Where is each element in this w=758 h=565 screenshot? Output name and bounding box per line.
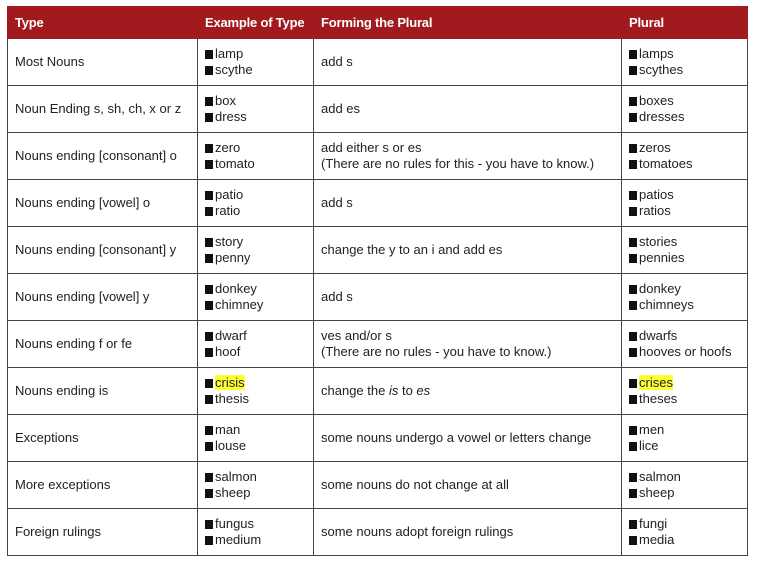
table-row: [8, 86, 748, 133]
type-cell: Nouns ending [vowel] y: [8, 274, 198, 321]
type-cell: Foreign rulings: [8, 509, 198, 556]
example-cell: story penny: [198, 227, 314, 274]
plural-cell: zeros tomatoes: [622, 133, 748, 180]
bullet-icon: [629, 238, 637, 247]
table-row: [8, 180, 748, 227]
plural-cell: patios ratios: [622, 180, 748, 227]
header-type: Type: [8, 7, 198, 39]
bullet-icon: [205, 285, 213, 294]
header-example: Example of Type: [198, 7, 314, 39]
example-cell: box dress: [198, 86, 314, 133]
rule-cell: change the y to an i and add es: [314, 227, 622, 274]
bullet-icon: [629, 379, 637, 388]
bullet-icon: [629, 285, 637, 294]
rule-cell: some nouns undergo a vowel or letters change: [314, 415, 622, 462]
type-cell: Nouns ending f or fe: [8, 321, 198, 368]
bullet-icon: [205, 191, 213, 200]
bullet-icon: [205, 160, 213, 169]
bullet-icon: [629, 301, 637, 310]
bullet-icon: [629, 536, 637, 545]
header-plural: Plural: [622, 7, 748, 39]
header-row: [8, 7, 748, 39]
bullet-icon: [629, 66, 637, 75]
bullet-icon: [205, 520, 213, 529]
example-cell: zero tomato: [198, 133, 314, 180]
rule-cell: add es: [314, 86, 622, 133]
plural-cell: crises theses: [622, 368, 748, 415]
bullet-icon: [629, 426, 637, 435]
example-cell: donkey chimney: [198, 274, 314, 321]
plural-cell: men lice: [622, 415, 748, 462]
type-cell: More exceptions: [8, 462, 198, 509]
bullet-icon: [629, 473, 637, 482]
rule-cell: add either s or es (There are no rules for this - you have to know.): [314, 133, 622, 180]
bullet-icon: [205, 348, 213, 357]
example-cell: patio ratio: [198, 180, 314, 227]
rule-cell: add s: [314, 180, 622, 227]
plural-cell: fungi media: [622, 509, 748, 556]
bullet-icon: [629, 191, 637, 200]
bullet-icon: [629, 254, 637, 263]
example-cell: lamp scythe: [198, 39, 314, 86]
table-row: [8, 368, 748, 415]
bullet-icon: [205, 301, 213, 310]
highlighted-text: crises: [639, 375, 673, 390]
bullet-icon: [205, 97, 213, 106]
plural-cell: donkey chimneys: [622, 274, 748, 321]
bullet-icon: [629, 160, 637, 169]
plural-cell: lamps scythes: [622, 39, 748, 86]
rule-cell: some nouns do not change at all: [314, 462, 622, 509]
bullet-icon: [629, 442, 637, 451]
bullet-icon: [205, 254, 213, 263]
rule-cell: change the is to es: [314, 368, 622, 415]
bullet-icon: [629, 97, 637, 106]
type-cell: Noun Ending s, sh, ch, x or z: [8, 86, 198, 133]
bullet-icon: [629, 113, 637, 122]
example-cell: salmon sheep: [198, 462, 314, 509]
table-row: [8, 227, 748, 274]
table-row: [8, 133, 748, 180]
example-cell: fungus medium: [198, 509, 314, 556]
example-cell: crisis thesis: [198, 368, 314, 415]
plural-rules-table: [7, 6, 748, 556]
type-cell: Most Nouns: [8, 39, 198, 86]
table-row: [8, 462, 748, 509]
plural-cell: salmon sheep: [622, 462, 748, 509]
plural-cell: boxes dresses: [622, 86, 748, 133]
rule-cell: ves and/or s (There are no rules - you have to know.): [314, 321, 622, 368]
bullet-icon: [205, 473, 213, 482]
bullet-icon: [205, 144, 213, 153]
table-row: [8, 415, 748, 462]
bullet-icon: [205, 426, 213, 435]
bullet-icon: [629, 348, 637, 357]
type-cell: Nouns ending [consonant] o: [8, 133, 198, 180]
rule-cell: add s: [314, 274, 622, 321]
bullet-icon: [629, 144, 637, 153]
plural-cell: stories pennies: [622, 227, 748, 274]
type-cell: Exceptions: [8, 415, 198, 462]
bullet-icon: [629, 332, 637, 341]
example-cell: man louse: [198, 415, 314, 462]
rule-cell: some nouns adopt foreign rulings: [314, 509, 622, 556]
bullet-icon: [205, 207, 213, 216]
bullet-icon: [629, 207, 637, 216]
bullet-icon: [629, 489, 637, 498]
type-cell: Nouns ending is: [8, 368, 198, 415]
bullet-icon: [205, 332, 213, 341]
table-row: [8, 321, 748, 368]
example-cell: dwarf hoof: [198, 321, 314, 368]
table-row: [8, 39, 748, 86]
table-row: [8, 509, 748, 556]
plural-cell: dwarfs hooves or hoofs: [622, 321, 748, 368]
table-row: [8, 274, 748, 321]
bullet-icon: [205, 489, 213, 498]
bullet-icon: [205, 238, 213, 247]
bullet-icon: [205, 66, 213, 75]
bullet-icon: [205, 536, 213, 545]
bullet-icon: [205, 50, 213, 59]
highlighted-text: crisis: [215, 375, 245, 390]
bullet-icon: [629, 395, 637, 404]
bullet-icon: [205, 395, 213, 404]
rule-cell: add s: [314, 39, 622, 86]
bullet-icon: [205, 113, 213, 122]
bullet-icon: [629, 520, 637, 529]
type-cell: Nouns ending [consonant] y: [8, 227, 198, 274]
header-forming: Forming the Plural: [314, 7, 622, 39]
bullet-icon: [205, 442, 213, 451]
type-cell: Nouns ending [vowel] o: [8, 180, 198, 227]
bullet-icon: [629, 50, 637, 59]
bullet-icon: [205, 379, 213, 388]
